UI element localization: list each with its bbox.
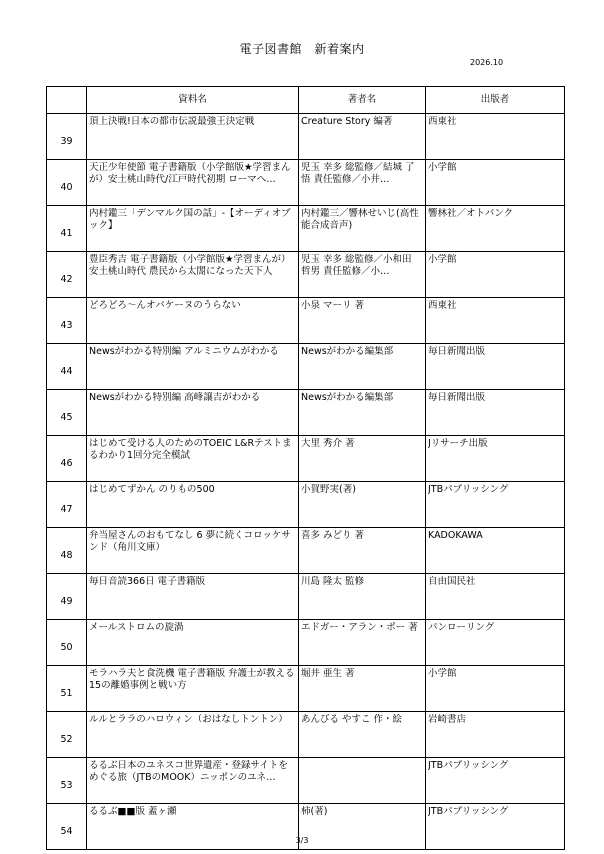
author-name: 児玉 幸多 総監修／結城 了悟 責任監修／小井…: [301, 162, 415, 185]
book-title: Newsがわかる特別編 高峰譲吉がわかる: [89, 392, 261, 403]
book-title-cell: [87, 390, 299, 436]
author-name-cell: [299, 436, 426, 482]
publisher-name: 毎日新聞出版: [428, 392, 486, 403]
row-number-cell: [47, 666, 87, 712]
row-number: 40: [60, 181, 73, 193]
author-name: Newsがわかる編集部: [301, 346, 394, 357]
author-name: エドガー・アラン・ポー 著: [301, 622, 418, 633]
book-title: モラハラ夫と食洗機 電子書籍版 弁護士が教える15の離婚事例と戦い方: [89, 668, 295, 691]
author-name-cell: [299, 528, 426, 574]
book-title: 天正少年使節 電子書籍版（小学館版★学習まんが）安土桃山時代/江戸時代初期 ローマへ…: [89, 162, 291, 185]
author-name-cell: [299, 390, 426, 436]
table-row: [47, 114, 565, 160]
book-title: ルルとララのハロウィン（おはなしトントン）: [89, 714, 288, 725]
author-name: 内村鑑三／響林せいじ(高性能合成音声): [301, 208, 419, 231]
book-title-cell: [87, 620, 299, 666]
table-row: [47, 574, 565, 620]
publisher-name: 響林社／オトバンク: [428, 208, 514, 219]
row-number-cell: [47, 436, 87, 482]
author-name: 堀井 亜生 著: [301, 668, 355, 679]
row-number-cell: [47, 390, 87, 436]
book-title: はじめて受ける人のためのTOEIC L&Rテストまるわかり1回分完全模試: [89, 438, 292, 461]
author-name-cell: [299, 574, 426, 620]
page-number: 3/3: [295, 836, 309, 845]
publisher-name: JTBパブリッシング: [428, 484, 509, 495]
author-name-cell: [299, 620, 426, 666]
publisher-name-cell: [426, 482, 565, 528]
publisher-name: KADOKAWA: [428, 530, 483, 541]
publisher-name: 毎日新聞出版: [428, 346, 486, 357]
author-name-cell: [299, 344, 426, 390]
author-name: 児玉 幸多 総監修／小和田 哲男 責任監修／小…: [301, 254, 412, 277]
row-number-cell: [47, 160, 87, 206]
publisher-name-cell: [426, 712, 565, 758]
author-name-cell: [299, 758, 426, 804]
publisher-name: 西東社: [428, 300, 457, 311]
author-name-cell: [299, 482, 426, 528]
row-number: 48: [60, 549, 73, 561]
publisher-name: 小学館: [428, 254, 457, 265]
author-name: 小賀野実(著): [301, 484, 356, 495]
book-title: 豊臣秀吉 電子書籍版（小学館版★学習まんが）安土桃山時代 農民から太閤になった天下人: [89, 254, 291, 277]
row-number-cell: [47, 758, 87, 804]
author-name: 小泉 マーリ 著: [301, 300, 365, 311]
row-number: 45: [60, 411, 73, 423]
publisher-name-cell: [426, 160, 565, 206]
publisher-name-cell: [426, 206, 565, 252]
new-arrivals-table: [46, 86, 565, 850]
row-number: 46: [60, 457, 73, 469]
author-name-cell: [299, 160, 426, 206]
author-name-cell: [299, 114, 426, 160]
row-number-cell: [47, 712, 87, 758]
book-title-cell: [87, 252, 299, 298]
publisher-name-cell: [426, 436, 565, 482]
publisher-name-cell: [426, 344, 565, 390]
book-title-cell: [87, 298, 299, 344]
publisher-name-cell: [426, 252, 565, 298]
table-row: [47, 344, 565, 390]
book-title-cell: [87, 712, 299, 758]
table-row: [47, 252, 565, 298]
book-title: 弁当屋さんのおもてなし 6 夢に続くコロッケサンド（角川文庫）: [89, 530, 291, 553]
table-row: [47, 206, 565, 252]
row-number-cell: [47, 482, 87, 528]
row-number-cell: [47, 252, 87, 298]
author-name-cell: [299, 252, 426, 298]
publisher-name-cell: [426, 666, 565, 712]
book-title-cell: [87, 666, 299, 712]
publisher-name: Jリサーチ出版: [428, 438, 488, 449]
author-name-cell: [299, 206, 426, 252]
book-title-cell: [87, 574, 299, 620]
publisher-name: 小学館: [428, 162, 457, 173]
book-title: メールストロムの旋渦: [89, 622, 184, 633]
book-title-cell: [87, 160, 299, 206]
author-name-cell: [299, 666, 426, 712]
row-number-cell: [47, 298, 87, 344]
row-number: 54: [60, 825, 73, 837]
row-number-cell: [47, 114, 87, 160]
row-number: 47: [60, 503, 73, 515]
book-title: るるぶ■■版 蓋ヶ瀬: [89, 806, 177, 817]
book-title: 毎日音読366日 電子書籍版: [89, 576, 206, 587]
book-title-cell: [87, 528, 299, 574]
row-number: 41: [60, 227, 73, 239]
book-title-cell: [87, 206, 299, 252]
table-row: [47, 298, 565, 344]
book-title: はじめてずかん のりもの500: [89, 484, 215, 495]
publisher-name-cell: [426, 390, 565, 436]
author-name-cell: [299, 712, 426, 758]
publisher-name-cell: [426, 528, 565, 574]
publisher-name: JTBパブリッシング: [428, 760, 509, 771]
publisher-name: 西東社: [428, 116, 457, 127]
column-header-number: [47, 87, 87, 114]
publisher-name-cell: [426, 298, 565, 344]
row-number: 50: [60, 641, 73, 653]
column-header-title: 資料名: [87, 87, 299, 114]
author-name: 大里 秀介 著: [301, 438, 355, 449]
table-row: [47, 390, 565, 436]
row-number-cell: [47, 528, 87, 574]
publisher-name: パンローリング: [428, 622, 495, 633]
row-number: 42: [60, 273, 73, 285]
column-header-author: 著者名: [299, 87, 426, 114]
author-name: 喜多 みどり 著: [301, 530, 365, 541]
issue-date: 2026.10: [470, 58, 504, 67]
publisher-name-cell: [426, 574, 565, 620]
column-header-publisher: 出版者: [426, 87, 565, 114]
table-row: [47, 528, 565, 574]
row-number: 39: [60, 135, 73, 147]
row-number: 51: [60, 687, 73, 699]
author-name: Newsがわかる編集部: [301, 392, 394, 403]
publisher-name: 自由国民社: [428, 576, 476, 587]
publisher-name: 小学館: [428, 668, 457, 679]
publisher-name-cell: [426, 620, 565, 666]
author-name-cell: [299, 298, 426, 344]
row-number: 43: [60, 319, 73, 331]
row-number-cell: [47, 206, 87, 252]
row-number: 44: [60, 365, 73, 377]
book-title: Newsがわかる特別編 アルミニウムがわかる: [89, 346, 279, 357]
author-name: あんびる やすこ 作・絵: [301, 714, 403, 725]
table-row: [47, 758, 565, 804]
book-title-cell: [87, 758, 299, 804]
publisher-name: JTBパブリッシング: [428, 806, 509, 817]
table-row: [47, 160, 565, 206]
author-name: Creature Story 編著: [301, 116, 393, 127]
book-title: るるぶ日本のユネスコ世界遺産・登録サイトをめぐる旅（JTBのMOOK）ニッポンのユネ…: [89, 760, 288, 783]
row-number: 49: [60, 595, 73, 607]
row-number-cell: [47, 620, 87, 666]
row-number: 52: [60, 733, 73, 745]
publisher-name-cell: [426, 758, 565, 804]
publisher-name: 岩崎書店: [428, 714, 467, 725]
book-title: どろどろ～んオバケーヌのうらない: [89, 300, 241, 311]
table-header-row: [47, 87, 565, 114]
book-title-cell: [87, 482, 299, 528]
author-name: 川島 隆太 監修: [301, 576, 365, 587]
row-number-cell: [47, 344, 87, 390]
row-number-cell: [47, 574, 87, 620]
book-title-cell: [87, 344, 299, 390]
book-title: 頂上決戦!日本の都市伝説最強王決定戦: [89, 116, 255, 127]
book-title-cell: [87, 114, 299, 160]
book-title: 内村鑑三「デンマルク国の話」-【オーディオブック】: [89, 208, 291, 231]
table-row: [47, 666, 565, 712]
publisher-name-cell: [426, 114, 565, 160]
table-row: [47, 482, 565, 528]
book-title-cell: [87, 436, 299, 482]
page-title: 電子図書館 新着案内: [239, 42, 365, 56]
table-row: [47, 712, 565, 758]
author-name: 柿(著): [301, 806, 328, 817]
table-row: [47, 620, 565, 666]
row-number: 53: [60, 779, 73, 791]
table-row: [47, 436, 565, 482]
